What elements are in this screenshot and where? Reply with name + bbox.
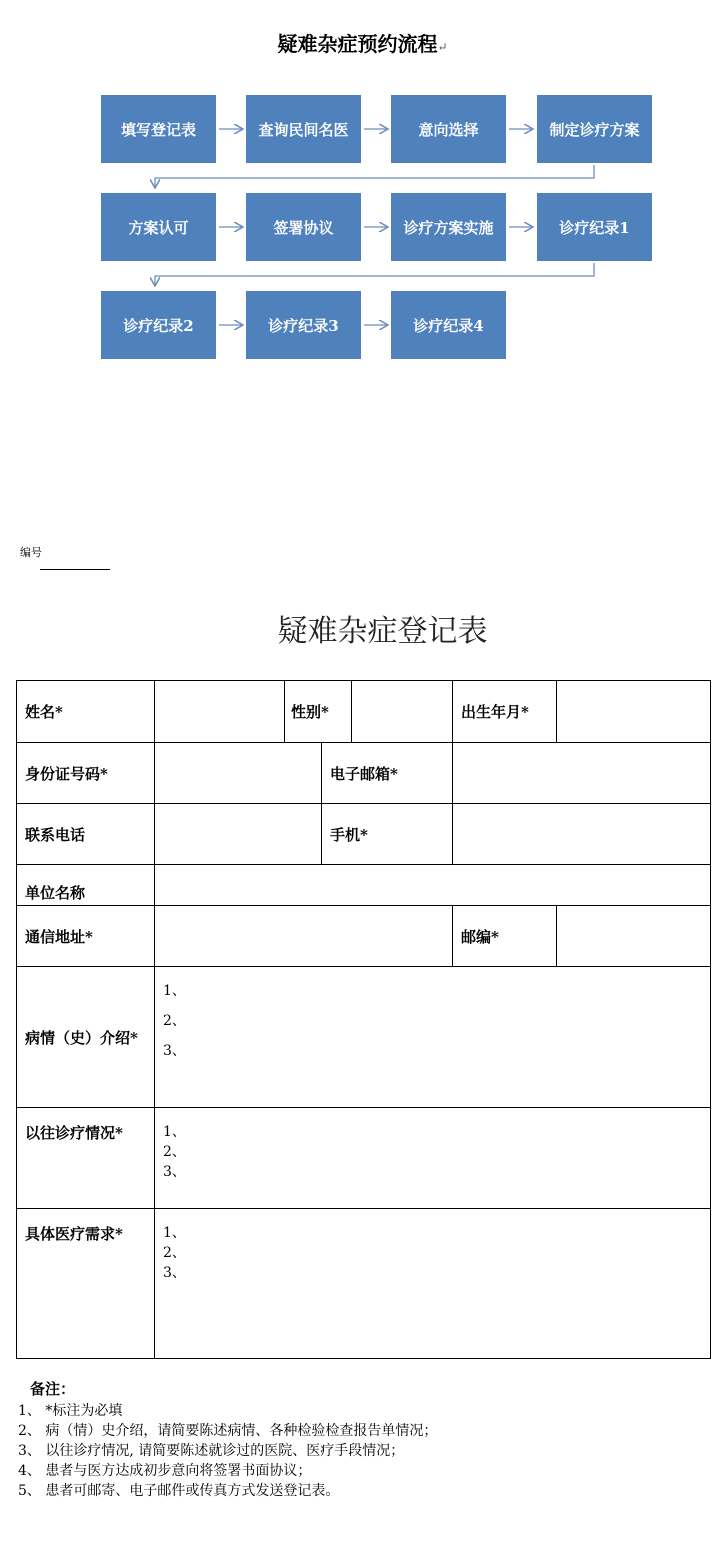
note-item: 3、 以往诊疗情况, 请简要陈述就诊过的医院、医疗手段情况；: [18, 1443, 405, 1459]
name-label: 姓名*: [17, 681, 155, 743]
list-item: 1、: [163, 1225, 186, 1241]
employer-label: 单位名称: [17, 865, 155, 906]
flow-step: 诊疗纪录2: [101, 291, 216, 359]
history-field[interactable]: [155, 967, 711, 1108]
mobile-label: 手机*: [322, 804, 453, 865]
history-label: 病情（史）介绍*: [17, 967, 155, 1108]
notes: [18, 1378, 437, 1501]
list-item: 3、: [163, 1043, 186, 1059]
phone-label: 联系电话: [17, 804, 155, 865]
list-item: 2、: [163, 1144, 186, 1160]
form-title: 疑难杂症登记表: [277, 614, 488, 649]
flow-step: 方案认可: [101, 193, 216, 261]
flow-step: 查询民间名医: [246, 95, 361, 163]
birth-label: 出生年月*: [453, 681, 557, 743]
employer-field[interactable]: [155, 865, 711, 906]
note-item: 5、 患者可邮寄、电子邮件或传真方式发送登记表。: [18, 1483, 340, 1499]
list-item: 3、: [163, 1265, 186, 1281]
postcode-field[interactable]: [557, 906, 711, 967]
flow-connector: [155, 263, 594, 286]
mobile-field[interactable]: [453, 804, 711, 865]
flow-step: 诊疗纪录3: [246, 291, 361, 359]
needs-label: 具体医疗需求*: [17, 1209, 155, 1359]
flow-step: 诊疗方案实施: [391, 193, 506, 261]
return-mark-icon: ↵: [437, 40, 448, 54]
postcode-label: 邮编*: [453, 906, 557, 967]
treatment-field[interactable]: [155, 1108, 711, 1209]
address-field[interactable]: [155, 906, 453, 967]
id-number-label: 身份证号码*: [17, 743, 155, 804]
treatment-label: 以往诊疗情况*: [17, 1108, 155, 1209]
needs-field[interactable]: [155, 1209, 711, 1359]
gender-label: 性别*: [285, 681, 352, 742]
flow-step: 诊疗纪录1: [537, 193, 652, 261]
list-item: 3、: [163, 1164, 186, 1180]
note-item: 1、 *标注为必填: [18, 1403, 123, 1419]
phone-field[interactable]: [155, 804, 322, 865]
flow-connector: [155, 165, 594, 188]
gender-field[interactable]: [352, 681, 452, 742]
notes-title: 备注：: [30, 1380, 76, 1398]
flow-step: 填写登记表: [101, 95, 216, 163]
id-number-field[interactable]: [155, 743, 322, 804]
address-label: 通信地址*: [17, 906, 155, 967]
note-item: 4、 患者与医方达成初步意向将签署书面协议；: [18, 1463, 312, 1479]
email-field[interactable]: [453, 743, 711, 804]
list-item: 2、: [163, 1245, 186, 1261]
serial-label: 编号: [20, 546, 42, 559]
flow-title: 疑难杂症预约流程↵: [277, 32, 448, 56]
name-field[interactable]: [155, 681, 285, 743]
email-label: 电子邮箱*: [322, 743, 453, 804]
list-item: 1、: [163, 983, 186, 999]
flow-step: 签署协议: [246, 193, 361, 261]
flow-step: 诊疗纪录4: [391, 291, 506, 359]
list-item: 1、: [163, 1124, 186, 1140]
list-item: 2、: [163, 1013, 186, 1029]
registration-form: [16, 680, 711, 1359]
birth-field[interactable]: [557, 681, 711, 743]
flow-step: 意向选择: [391, 95, 506, 163]
serial-field[interactable]: [40, 569, 110, 570]
note-item: 2、 病（情）史介绍，请简要陈述病情、各种检验检查报告单情况；: [18, 1423, 438, 1439]
flow-step: 制定诊疗方案: [537, 95, 652, 163]
